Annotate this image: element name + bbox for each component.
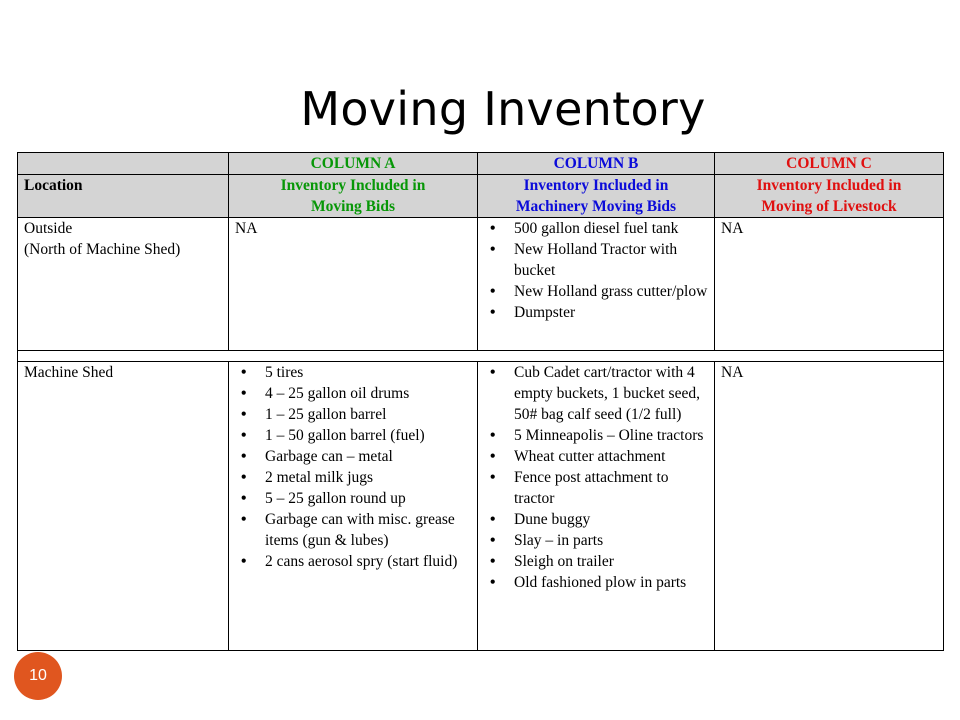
- location-line2: (North of Machine Shed): [24, 241, 181, 258]
- column-a-list: [235, 362, 471, 572]
- column-a-cell: NA: [229, 218, 478, 351]
- location-line1: Outside: [24, 220, 73, 237]
- column-b-heading-line2: Machinery Moving Bids: [515, 198, 677, 215]
- column-c-heading: [715, 175, 944, 218]
- list-item: • Old fashioned plow in parts: [514, 572, 708, 593]
- column-c-heading-line1: Inventory Included in: [756, 177, 902, 194]
- column-a-heading: [229, 175, 478, 218]
- column-b-cell: [478, 362, 715, 651]
- list-item: • Sleigh on trailer: [514, 551, 708, 572]
- column-b-tag: COLUMN B: [478, 153, 715, 175]
- list-item: • Slay – in parts: [514, 530, 708, 551]
- column-b-heading-line1: Inventory Included in: [523, 177, 669, 194]
- column-b-list: [484, 218, 708, 323]
- row-separator: [18, 351, 944, 362]
- location-cell: [18, 218, 229, 351]
- list-item: • Wheat cutter attachment: [514, 446, 708, 467]
- list-item: • Garbage can – metal: [265, 446, 471, 467]
- list-item: • 5 – 25 gallon round up: [265, 488, 471, 509]
- list-item: • 5 tires: [265, 362, 471, 383]
- column-a-heading-line1: Inventory Included in: [280, 177, 426, 194]
- list-item: • 4 – 25 gallon oil drums: [265, 383, 471, 404]
- table-row: [18, 362, 944, 651]
- column-a-heading-line2: Moving Bids: [311, 198, 395, 215]
- column-b-heading: [478, 175, 715, 218]
- list-item: • Fence post attachment to tractor: [514, 467, 708, 509]
- column-a-tag: COLUMN A: [229, 153, 478, 175]
- slide-number-badge: 10: [14, 652, 62, 700]
- column-a-cell: [229, 362, 478, 651]
- list-item: • Garbage can with misc. grease items (gun & lubes): [265, 509, 471, 551]
- column-b-cell: [478, 218, 715, 351]
- location-header: Location: [18, 175, 229, 218]
- list-item: • New Holland Tractor with bucket: [514, 239, 708, 281]
- separator-cell: [18, 351, 944, 362]
- list-item: • Dune buggy: [514, 509, 708, 530]
- list-item: • 1 – 50 gallon barrel (fuel): [265, 425, 471, 446]
- slide-title: Moving Inventory: [300, 82, 706, 136]
- column-c-cell: NA: [715, 218, 944, 351]
- location-cell: Machine Shed: [18, 362, 229, 651]
- header-empty-cell: [18, 153, 229, 175]
- header-row-descriptions: [18, 175, 944, 218]
- column-b-list: [484, 362, 708, 593]
- column-c-cell: NA: [715, 362, 944, 651]
- list-item: • 5 Minneapolis – Oline tractors: [514, 425, 708, 446]
- list-item: • Dumpster: [514, 302, 708, 323]
- header-row-tags: [18, 153, 944, 175]
- list-item: • New Holland grass cutter/plow: [514, 281, 708, 302]
- list-item: • 1 – 25 gallon barrel: [265, 404, 471, 425]
- table-row: [18, 218, 944, 351]
- list-item: • 2 cans aerosol spry (start fluid): [265, 551, 471, 572]
- list-item: • 500 gallon diesel fuel tank: [514, 218, 708, 239]
- list-item: • Cub Cadet cart/tractor with 4 empty buckets, 1 bucket seed, 50# bag calf seed (1/2 full): [514, 362, 708, 425]
- column-c-tag: COLUMN C: [715, 153, 944, 175]
- column-c-heading-line2: Moving of Livestock: [761, 198, 897, 215]
- inventory-table: [17, 152, 944, 651]
- list-item: • 2 metal milk jugs: [265, 467, 471, 488]
